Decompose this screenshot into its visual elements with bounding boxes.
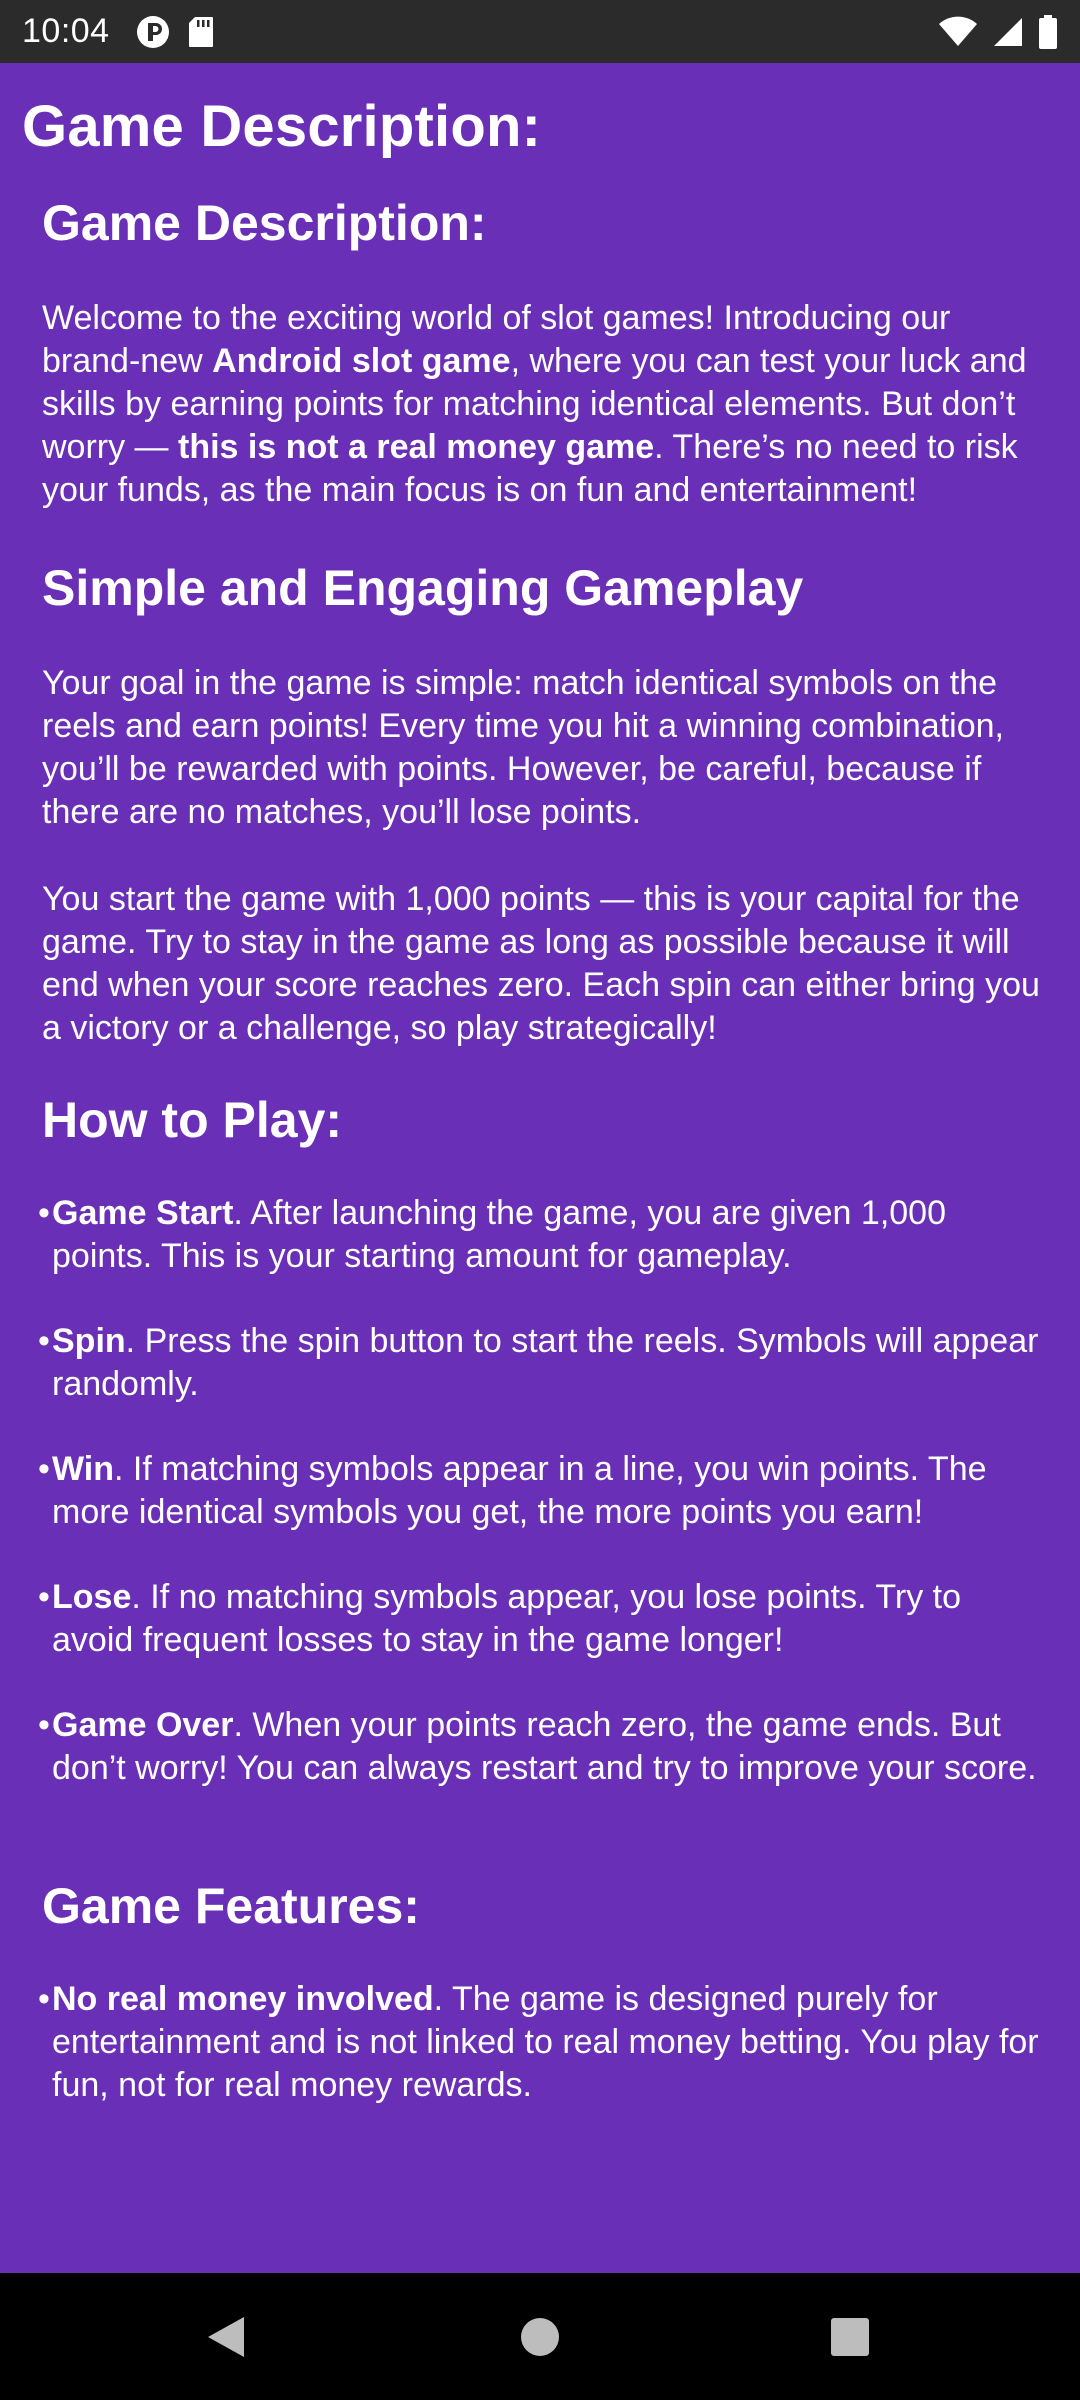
sd-card-icon	[188, 16, 214, 48]
article	[38, 193, 1042, 2107]
status-left-icons	[136, 15, 214, 49]
status-time: 10:04	[22, 12, 110, 50]
gameplay-paragraph-2: You start the game with 1,000 points — this is your capital for the game. Try to stay in the game as long as possible because it will end when your score reaches zero. Each spin can either bring you a victory or a challenge, so play strategically!	[42, 880, 1040, 1047]
status-bar	[0, 0, 1080, 63]
section-heading-game-features: Game Features:	[42, 1878, 420, 1934]
home-icon[interactable]	[516, 2313, 564, 2361]
list-item: • Game Over. When your points reach zero, the game ends. But don’t worry! You can always restart and try to improve your score.	[38, 1706, 1037, 1787]
list-item: • Win. If matching symbols appear in a line, you win points. The more identical symbols you get, the more points you earn!	[38, 1450, 987, 1531]
back-icon[interactable]	[202, 2313, 250, 2361]
wifi-icon	[938, 16, 978, 48]
notification-p-icon	[136, 15, 170, 49]
page-title: Game Description:	[22, 94, 542, 159]
status-right-icons	[938, 15, 1058, 49]
list-item: • Spin. Press the spin button to start the reels. Symbols will appear randomly.	[38, 1322, 1039, 1403]
list-item: • No real money involved. The game is designed purely for entertainment and is not linked to real money betting. You play for fun, not for real money rewards.	[38, 1980, 1039, 2104]
gameplay-paragraph-1: Your goal in the game is simple: match identical symbols on the reels and earn points! Every time you hit a winning combination, you’ll be rewarded with points. However, be careful, because if there are no matches, you’ll lose points.	[42, 664, 1004, 831]
content-scroll-area[interactable]	[0, 63, 1080, 2273]
list-item: • Lose. If no matching symbols appear, you lose points. Try to avoid frequent losses to stay in the game longer!	[38, 1578, 962, 1659]
section-heading-how-to-play: How to Play:	[42, 1092, 343, 1148]
section-heading-game-description: Game Description:	[42, 195, 487, 251]
navigation-bar	[0, 2273, 1080, 2400]
battery-icon	[1038, 15, 1058, 49]
list-item: • Game Start. After launching the game, you are given 1,000 points. This is your starting amount for gameplay.	[38, 1194, 946, 1275]
intro-paragraph: Welcome to the exciting world of slot games! Introducing our brand-new Android slot game, where you can test your luck and skills by earning points for matching identical elements. But don’t worry — this is not a real money game. There’s no need to risk your funds, as the main focus is on fun and entertainment!	[42, 299, 1027, 509]
section-heading-gameplay: Simple and Engaging Gameplay	[42, 560, 804, 616]
signal-icon	[992, 16, 1024, 48]
recents-icon[interactable]	[826, 2313, 874, 2361]
